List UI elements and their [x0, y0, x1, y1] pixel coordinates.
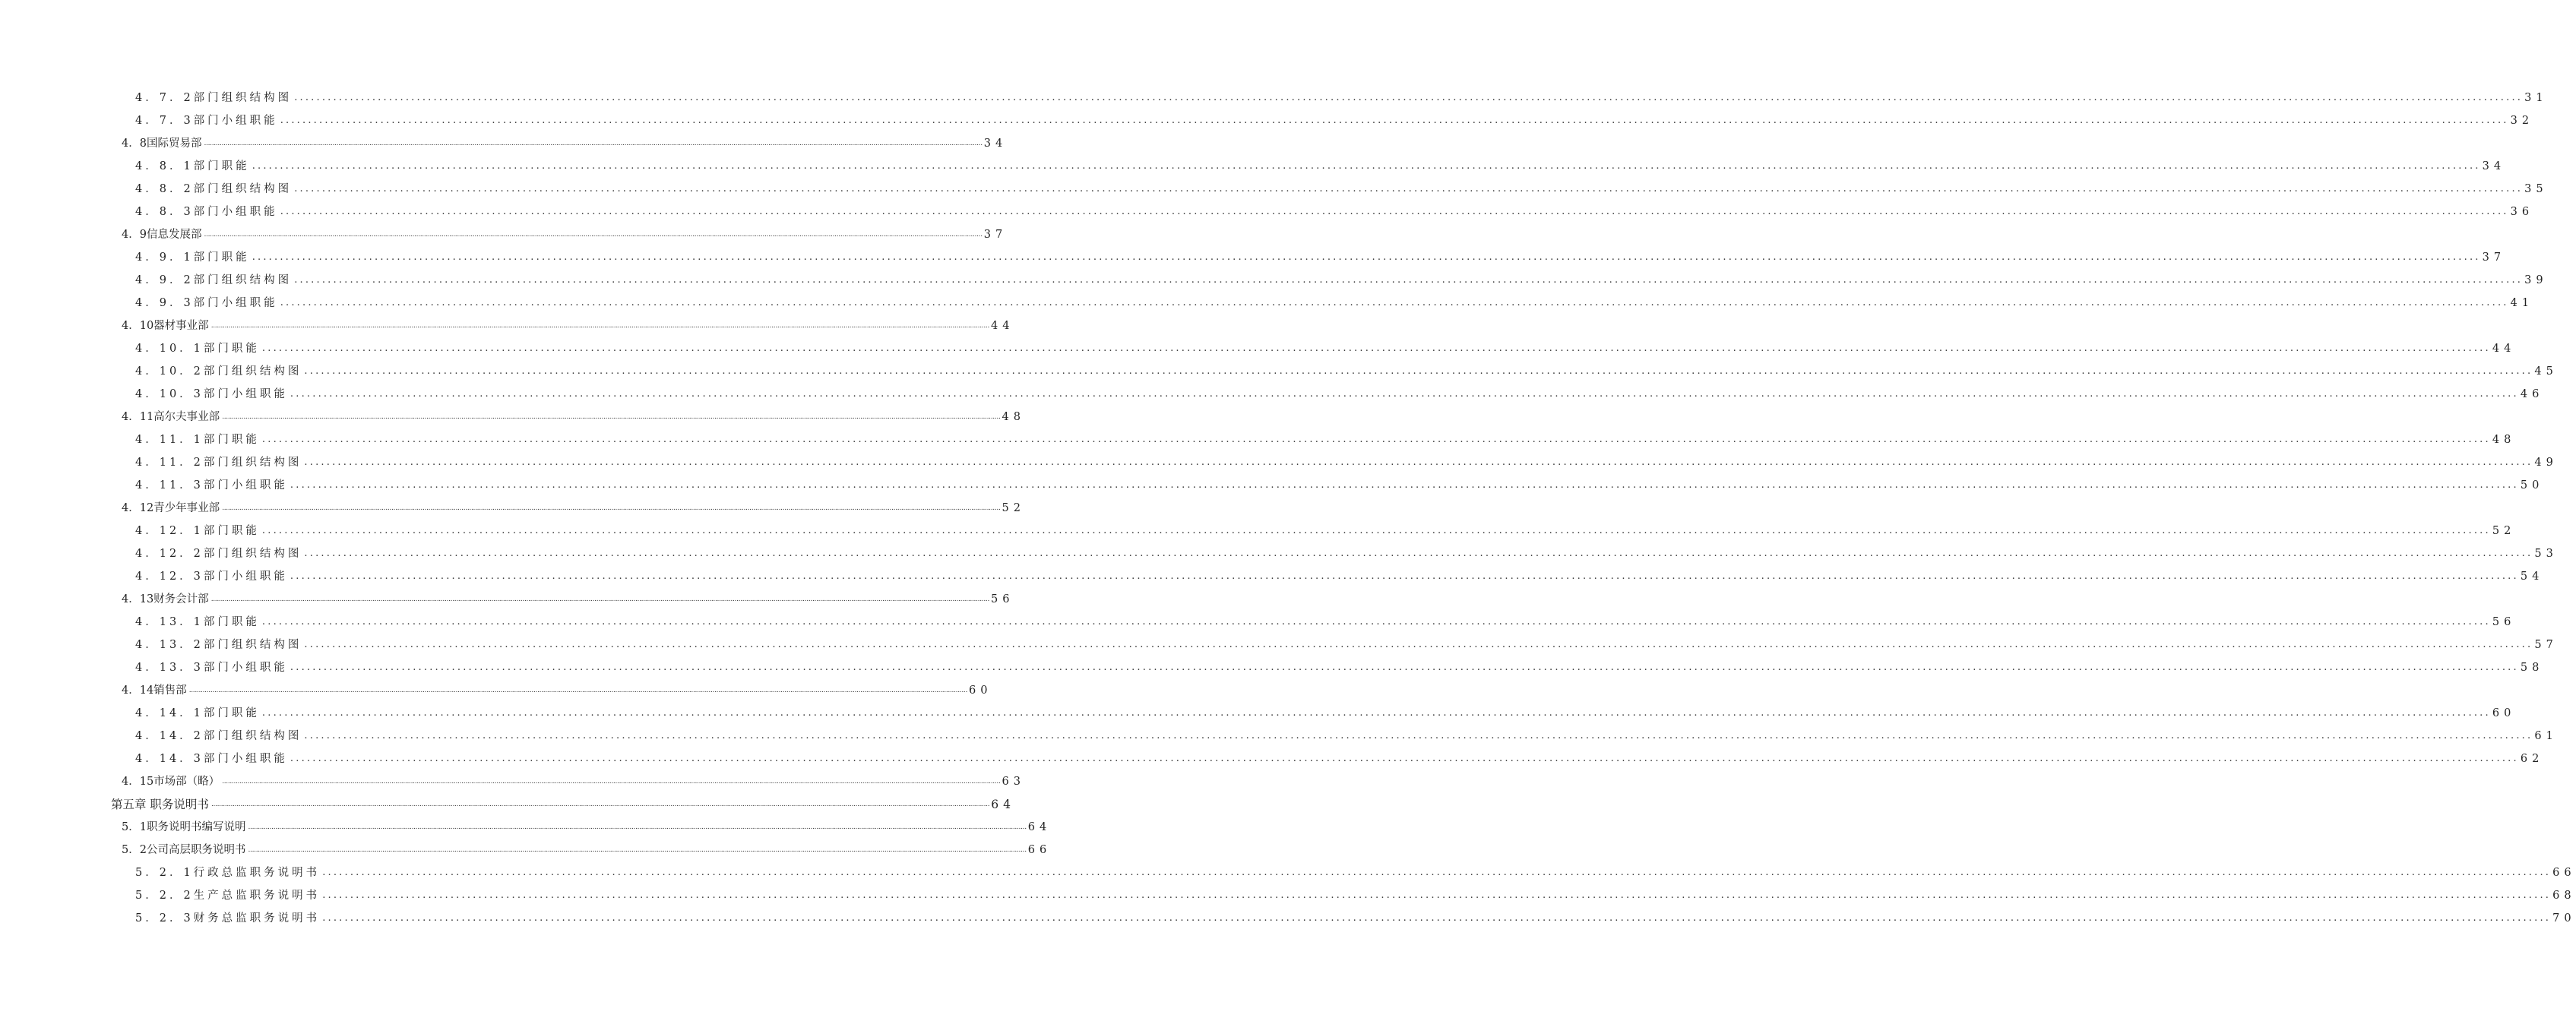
toc-entry[interactable] [135, 749, 2544, 766]
dot-leader: ................................................................................................................................................................................................................................................................................................................................................................................................................ [210, 596, 990, 603]
toc-entry-title: 4．8．1部门职能 [135, 160, 250, 172]
toc-entry[interactable] [135, 658, 2544, 675]
toc-page-number: 64 [1027, 821, 1052, 833]
dot-leader: ................................................................................................................................................................................................................................................................................................................................................................................................................ [210, 801, 990, 808]
toc-page-number: 64 [991, 798, 1016, 811]
toc-entry[interactable] [122, 817, 1052, 834]
toc-entry[interactable] [135, 703, 2516, 720]
dot-leader: ................................................................................................................................................................................................................................................................................................................................................................................................................ [304, 457, 2533, 468]
toc-entry-title: 4．14．3部门小组职能 [135, 753, 288, 765]
toc-entry[interactable] [135, 863, 2576, 880]
toc-page-number: 52 [1002, 502, 1025, 514]
toc-entry[interactable] [111, 795, 1016, 811]
toc-entry[interactable] [135, 293, 2534, 310]
toc-page-number: 49 [2534, 457, 2558, 469]
toc-page-number: 44 [2492, 343, 2516, 355]
toc-entry[interactable] [122, 407, 1025, 424]
toc-entry[interactable] [122, 134, 1008, 150]
dot-leader: ................................................................................................................................................................................................................................................................................................................................................................................................................ [261, 343, 2491, 354]
toc-entry-title: 5．2．1行政总监职务说明书 [135, 867, 321, 879]
dot-leader: ................................................................................................................................................................................................................................................................................................................................................................................................................ [290, 388, 2519, 400]
toc-entry-title: 4．11．1部门职能 [135, 434, 260, 446]
toc-page-number: 56 [991, 593, 1014, 605]
toc-page-number: 37 [2482, 251, 2506, 264]
dot-leader: ................................................................................................................................................................................................................................................................................................................................................................................................................ [248, 846, 1027, 854]
toc-entry-title: 4．7．3部门小组职能 [135, 115, 278, 127]
toc-page-number: 44 [991, 320, 1014, 332]
dot-leader: ................................................................................................................................................................................................................................................................................................................................................................................................................ [290, 479, 2519, 491]
toc-page-number: 46 [2520, 388, 2544, 400]
toc-page-number: 66 [1027, 844, 1052, 856]
toc-entry-title: 4．10．3部门小组职能 [135, 388, 288, 400]
toc-entry-title: 5．2．2生产总监职务说明书 [135, 890, 321, 902]
dot-leader: ................................................................................................................................................................................................................................................................................................................................................................................................................ [261, 616, 2491, 627]
toc-entry[interactable] [135, 430, 2516, 447]
toc-entry[interactable] [135, 521, 2516, 538]
toc-entry[interactable] [122, 772, 1025, 789]
toc-page-number: 60 [2492, 707, 2516, 719]
dot-leader: ................................................................................................................................................................................................................................................................................................................................................................................................................ [188, 687, 968, 694]
dot-leader: ................................................................................................................................................................................................................................................................................................................................................................................................................ [280, 297, 2509, 308]
toc-page-number: 54 [2520, 571, 2544, 583]
dot-leader: ................................................................................................................................................................................................................................................................................................................................................................................................................ [261, 525, 2491, 536]
toc-page-number: 45 [2534, 365, 2558, 378]
toc-page-number: 62 [2520, 753, 2544, 765]
toc-entry[interactable] [135, 156, 2506, 173]
toc-entry-title: 4．11．2部门组织结构图 [135, 457, 302, 469]
toc-entry-title: 4．13．3部门小组职能 [135, 662, 288, 674]
toc-entry[interactable] [135, 111, 2534, 128]
toc-entry-title: 4．10．1部门职能 [135, 343, 260, 355]
toc-entry-title: 4．11高尔夫事业部 [122, 411, 220, 423]
toc-page-number: 57 [2534, 639, 2558, 651]
toc-entry[interactable] [135, 612, 2516, 629]
dot-leader: ................................................................................................................................................................................................................................................................................................................................................................................................................ [261, 434, 2491, 445]
dot-leader: ................................................................................................................................................................................................................................................................................................................................................................................................................ [204, 140, 983, 147]
toc-entry[interactable] [135, 362, 2558, 378]
toc-entry[interactable] [135, 453, 2558, 469]
dot-leader: ................................................................................................................................................................................................................................................................................................................................................................................................................ [280, 206, 2509, 217]
dot-leader: ................................................................................................................................................................................................................................................................................................................................................................................................................ [294, 274, 2524, 286]
toc-page-number: 58 [2520, 662, 2544, 674]
toc-entry-title: 4．15市场部（略） [122, 776, 220, 788]
toc-page-number: 34 [2482, 160, 2506, 172]
toc-entry-title: 4．9．3部门小组职能 [135, 297, 278, 309]
dot-leader: ................................................................................................................................................................................................................................................................................................................................................................................................................ [290, 571, 2519, 582]
toc-entry-title: 4．13．1部门职能 [135, 616, 260, 628]
dot-leader: ................................................................................................................................................................................................................................................................................................................................................................................................................ [252, 251, 2481, 263]
toc-entry-title: 4．13财务会计部 [122, 593, 209, 605]
toc-entry[interactable] [135, 202, 2534, 219]
toc-entry-title: 4．10．2部门组织结构图 [135, 365, 302, 378]
toc-entry[interactable] [135, 339, 2516, 356]
toc-page-number: 48 [1002, 411, 1025, 423]
toc-entry-title: 4．9．2部门组织结构图 [135, 274, 293, 286]
dot-leader: ................................................................................................................................................................................................................................................................................................................................................................................................................ [304, 365, 2533, 377]
toc-entry-title: 4．10器材事业部 [122, 320, 209, 332]
dot-leader: ................................................................................................................................................................................................................................................................................................................................................................................................................ [322, 912, 2552, 924]
dot-leader: ................................................................................................................................................................................................................................................................................................................................................................................................................ [248, 823, 1027, 831]
toc-entry-title: 4．12．3部门小组职能 [135, 571, 288, 583]
toc-entry[interactable] [135, 270, 2548, 287]
toc-page-number: 68 [2552, 890, 2576, 902]
toc-page-number: 53 [2534, 548, 2558, 560]
dot-leader: ................................................................................................................................................................................................................................................................................................................................................................................................................ [304, 548, 2533, 559]
toc-entry[interactable] [122, 316, 1014, 333]
toc-page-number: 66 [2552, 867, 2576, 879]
toc-page-number: 32 [2510, 115, 2534, 127]
toc-entry[interactable] [122, 590, 1014, 606]
toc-page-number: 70 [2552, 912, 2576, 925]
toc-entry-title: 4．12．1部门职能 [135, 525, 260, 537]
toc-entry-title: 4．8．2部门组织结构图 [135, 183, 293, 195]
dot-leader: ................................................................................................................................................................................................................................................................................................................................................................................................................ [280, 115, 2509, 126]
dot-leader: ................................................................................................................................................................................................................................................................................................................................................................................................................ [222, 504, 1001, 512]
dot-leader: ................................................................................................................................................................................................................................................................................................................................................................................................................ [222, 778, 1001, 786]
dot-leader: ................................................................................................................................................................................................................................................................................................................................................................................................................ [304, 730, 2533, 741]
toc-entry[interactable] [122, 840, 1052, 857]
dot-leader: ................................................................................................................................................................................................................................................................................................................................................................................................................ [294, 183, 2524, 194]
toc-page-number: 63 [1002, 776, 1025, 788]
toc-entry-title: 5．2公司高层职务说明书 [122, 844, 246, 856]
dot-leader: ................................................................................................................................................................................................................................................................................................................................................................................................................ [322, 867, 2552, 878]
toc-entry-title: 4．7．2部门组织结构图 [135, 92, 293, 104]
toc-entry-title: 4．14．1部门职能 [135, 707, 260, 719]
toc-page-number: 41 [2510, 297, 2534, 309]
toc-entry-title: 4．14．2部门组织结构图 [135, 730, 302, 742]
toc-entry[interactable] [135, 179, 2548, 196]
toc-entry[interactable] [135, 886, 2576, 902]
toc-page-number: 48 [2492, 434, 2516, 446]
dot-leader: ................................................................................................................................................................................................................................................................................................................................................................................................................ [304, 639, 2533, 650]
toc-page-number: 31 [2524, 92, 2548, 104]
toc-entry[interactable] [135, 909, 2576, 925]
toc-entry[interactable] [135, 567, 2544, 583]
toc-entry[interactable] [135, 384, 2544, 401]
toc-entry-title: 4．14销售部 [122, 684, 187, 697]
toc-entry[interactable] [135, 248, 2506, 264]
toc-entry-title: 4．13．2部门组织结构图 [135, 639, 302, 651]
toc-entry[interactable] [135, 88, 2548, 105]
dot-leader: ................................................................................................................................................................................................................................................................................................................................................................................................................ [290, 662, 2519, 673]
toc-page-number: 61 [2534, 730, 2558, 742]
toc-entry-title: 4．12．2部门组织结构图 [135, 548, 302, 560]
toc-entry-title: 4．9信息发展部 [122, 229, 202, 241]
dot-leader: ................................................................................................................................................................................................................................................................................................................................................................................................................ [222, 413, 1001, 421]
dot-leader: ................................................................................................................................................................................................................................................................................................................................................................................................................ [290, 753, 2519, 764]
toc-page-number: 37 [983, 229, 1008, 241]
dot-leader: ................................................................................................................................................................................................................................................................................................................................................................................................................ [210, 322, 990, 330]
toc-page-number: 50 [2520, 479, 2544, 492]
toc-entry-title: 4．8．3部门小组职能 [135, 206, 278, 218]
toc-entry-title: 第五章 职务说明书 [111, 798, 209, 811]
dot-leader: ................................................................................................................................................................................................................................................................................................................................................................................................................ [322, 890, 2552, 901]
dot-leader: ................................................................................................................................................................................................................................................................................................................................................................................................................ [261, 707, 2491, 719]
toc-entry[interactable] [135, 726, 2558, 743]
toc-entry[interactable] [135, 476, 2544, 492]
toc-entry-title: 4．11．3部门小组职能 [135, 479, 288, 492]
toc-page-number: 36 [2510, 206, 2534, 218]
toc-entry-title: 5．2．3财务总监职务说明书 [135, 912, 321, 925]
toc-page-number: 39 [2524, 274, 2548, 286]
toc-entry-title: 4．9．1部门职能 [135, 251, 250, 264]
dot-leader: ................................................................................................................................................................................................................................................................................................................................................................................................................ [204, 231, 983, 239]
toc-page-number: 35 [2524, 183, 2548, 195]
toc-entry-title: 4．8国际贸易部 [122, 138, 202, 150]
toc-entry[interactable] [122, 498, 1025, 515]
toc-entry[interactable] [122, 225, 1008, 242]
toc-page-number: 52 [2492, 525, 2516, 537]
dot-leader: ................................................................................................................................................................................................................................................................................................................................................................................................................ [252, 160, 2481, 172]
toc-entry-title: 5．1职务说明书编写说明 [122, 821, 246, 833]
dot-leader: ................................................................................................................................................................................................................................................................................................................................................................................................................ [294, 92, 2524, 103]
toc-entry[interactable] [122, 681, 992, 697]
toc-entry[interactable] [135, 544, 2558, 561]
toc-page-number: 34 [983, 138, 1008, 150]
toc-page-number: 60 [969, 684, 992, 697]
toc-entry-title: 4．12青少年事业部 [122, 502, 220, 514]
toc-entry[interactable] [135, 635, 2558, 652]
toc-page-number: 56 [2492, 616, 2516, 628]
